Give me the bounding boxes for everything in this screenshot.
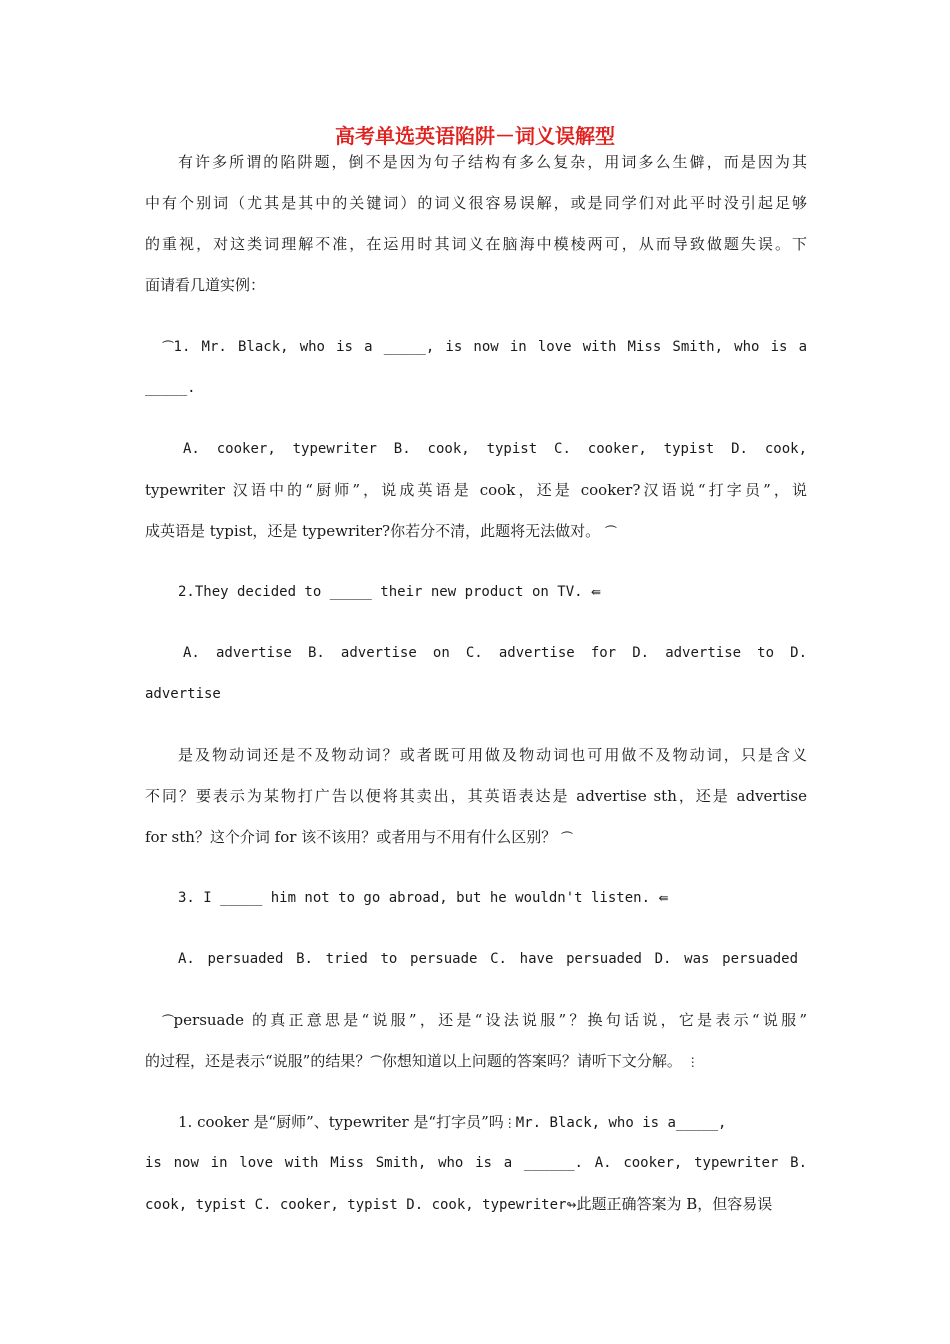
question-2-note: for sth？这个介词 for 该不该用？或者用与不用有什么区别？ ⏜: [145, 828, 573, 846]
line-break-icon: ⋮: [686, 1055, 699, 1069]
paragraph-mark-icon: ⏜: [162, 1014, 174, 1028]
intro-line: 有许多所谓的陷阱题，倒不是因为句子结构有多么复杂，用词多么生僻，而是因为其: [178, 153, 807, 171]
question-3: 3. I _____ him not to go abroad, but he wouldn't listen. ⇚: [178, 890, 669, 906]
paragraph-mark-icon: ⏜: [560, 831, 573, 845]
paragraph-mark-icon: ⏜: [162, 340, 174, 354]
line-break-icon: ⋮: [503, 1116, 516, 1130]
question-2: 2.They decided to _____ their new product on TV. ⇚: [178, 584, 602, 600]
answer-1-text: is now in love with Miss Smith, who is a ______. A. cooker, typewriter B.: [145, 1155, 807, 1171]
question-1-continued: _____.: [145, 380, 196, 396]
question-1: ⏜1. Mr. Black, who is a _____, is now in love with Miss Smith, who is a: [162, 339, 807, 355]
line-break-icon: ⇚: [591, 585, 602, 599]
question-1-options: A. cooker, typewriter B. cook, typist C. cooker, typist D. cook,: [183, 441, 807, 457]
document-title: 高考单选英语陷阱－词义误解型: [335, 124, 615, 148]
question-3-note: 的过程，还是表示“说服”的结果？⏜你想知道以上问题的答案吗？请听下文分解。 ⋮: [145, 1052, 699, 1070]
question-2-note: 是及物动词还是不及物动词？或者既可用做及物动词也可用做不及物动词，只是含义: [178, 746, 807, 764]
line-break-icon: ⇚: [658, 891, 669, 905]
paragraph-mark-icon: ⏜: [604, 525, 617, 539]
intro-line: 面请看几道实例：: [145, 276, 266, 294]
intro-line: 中有个别词（尤其是其中的关键词）的词义很容易误解，或是同学们对此平时没引起足够: [145, 194, 807, 212]
question-2-options-continued: advertise: [145, 686, 221, 702]
question-1-note: typewriter 汉语中的“厨师”，说成英语是 cook，还是 cooker?汉语说“打字员”，说: [145, 481, 807, 499]
intro-line: 的重视，对这类词理解不准，在运用时其词义在脑海中模棱两可，从而导致做题失误。下: [145, 235, 807, 253]
question-2-note: 不同？要表示为某物打广告以便将其卖出，其英语表达是 advertise sth，还是 advertise: [145, 787, 807, 805]
question-3-options: A. persuaded B. tried to persuade C. have persuaded D. was persuaded: [178, 951, 798, 967]
line-break-icon: ↬: [566, 1198, 577, 1212]
question-3-note: ⏜persuade 的真正意思是“说服”，还是“设法说服”？换句话说，它是表示“说服”: [162, 1011, 807, 1029]
answer-1-text: cook, typist C. cooker, typist D. cook, typewriter↬此题正确答案为 B，但容易误: [145, 1195, 773, 1213]
question-1-note: 成英语是 typist，还是 typewriter?你若分不清，此题将无法做对。 ⏜: [145, 522, 617, 540]
answer-1-heading: 1. cooker 是“厨师”、typewriter 是“打字员”吗⋮Mr. Black, who is a_____,: [178, 1113, 727, 1131]
paragraph-mark-icon: ⏜: [370, 1055, 382, 1069]
question-2-options: A. advertise B. advertise on C. advertise for D. advertise to D.: [183, 645, 807, 661]
